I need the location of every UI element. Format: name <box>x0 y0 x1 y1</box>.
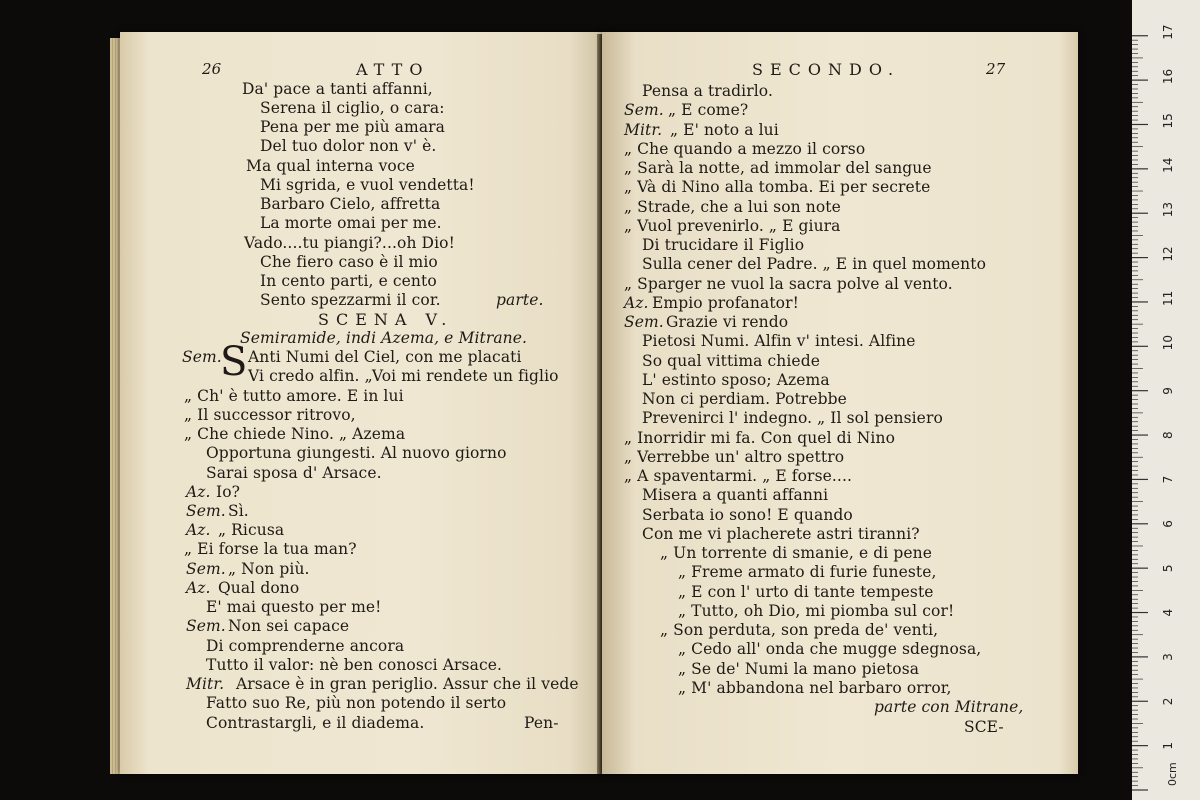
ruler-scale <box>1132 0 1200 800</box>
ruler-number: 7 <box>1161 475 1175 484</box>
verse-line: In cento parti, e cento <box>260 272 437 290</box>
verse-line: Serbata io sono! E quando <box>642 506 853 524</box>
verse-line: Vi credo alfin. „Voi mi rendete un figlio <box>248 367 559 385</box>
ruler-number: 3 <box>1161 653 1175 661</box>
verse-line: Tutto il valor: nè ben conosci Arsace. <box>206 656 503 674</box>
measurement-ruler <box>1132 0 1200 800</box>
ruler-number: 6 <box>1161 520 1175 528</box>
verse-line: Ma qual interna voce <box>246 157 415 175</box>
verse-line: „ Vuol prevenirlo. „ E giura <box>624 217 841 235</box>
verse-line: Empio profanator! <box>652 294 799 312</box>
verse-line: „ Ei forse la tua man? <box>184 540 357 558</box>
ruler-number: 12 <box>1161 246 1175 262</box>
verse-line: „ A spaventarmi. „ E forse.... <box>624 467 853 485</box>
verse-line: „ Strade, che a lui son note <box>624 198 841 216</box>
ruler-number: 11 <box>1161 290 1175 306</box>
aria-line: „ Freme armato di furie funeste, <box>678 563 937 581</box>
verse-line: „ Non più. <box>228 560 310 578</box>
aria-line: „ Un torrente di smanie, e di pene <box>660 544 933 562</box>
page-number: 26 <box>202 60 222 78</box>
verse-line: Arsace è in gran periglio. Assur che il vede <box>236 675 579 693</box>
verse-line: Di comprenderne ancora <box>206 637 405 655</box>
speaker-label: Sem. <box>186 502 226 520</box>
ruler-number: 17 <box>1161 24 1175 40</box>
verse-line: „ Sparger ne vuol la sacra polve al vento. <box>624 275 953 293</box>
scene-heading: SCENA V. <box>318 310 454 329</box>
verse-line: Misera a quanti affanni <box>642 486 829 504</box>
ruler-number: 16 <box>1161 68 1175 85</box>
left-page <box>120 32 608 774</box>
verse-line: Pietosi Numi. Alfin v' intesi. Alfine <box>642 332 916 350</box>
speaker-label: Az. <box>624 294 649 312</box>
verse-line: So qual vittima chiede <box>642 352 820 370</box>
verse-line: Serena il ciglio, o cara: <box>260 99 445 117</box>
verse-line: „ Sarà la notte, ad immolar del sangue <box>624 159 932 177</box>
character-list: Semiramide, indi Azema, e Mitrane. <box>240 329 528 347</box>
verse-line: „ Il successor ritrovo, <box>184 406 356 424</box>
ruler-number: 14 <box>1161 157 1175 173</box>
verse-line: Io? <box>216 483 241 501</box>
speaker-label: Sem. <box>186 560 226 578</box>
verse-line: Sì. <box>228 502 249 520</box>
aria-line: „ E con l' urto di tante tempeste <box>678 583 934 601</box>
verse-line: Del tuo dolor non v' è. <box>260 137 437 155</box>
speaker-label: Sem. <box>186 617 226 635</box>
catchword: SCE- <box>964 718 1004 736</box>
ruler-number: 8 <box>1161 431 1175 440</box>
ruler-number: 13 <box>1161 201 1175 218</box>
verse-line: Non sei capace <box>228 617 350 635</box>
verse-line: Sarai sposa d' Arsace. <box>206 464 382 482</box>
verse-line: Sulla cener del Padre. „ E in quel momento <box>642 255 987 273</box>
ruler-number: 9 <box>1161 387 1175 395</box>
verse-line: „ Verrebbe un' altro spettro <box>624 448 845 466</box>
verse-line: „ E come? <box>668 101 749 119</box>
verse-line: „ Và di Nino alla tomba. Ei per secrete <box>624 178 931 196</box>
verse-line: L' estinto sposo; Azema <box>642 371 830 389</box>
verse-line: Opportuna giungesti. Al nuovo giorno <box>206 444 507 462</box>
verse-line: „ Che chiede Nino. „ Azema <box>184 425 406 443</box>
open-book <box>110 24 1080 776</box>
verse-line: Che fiero caso è il mio <box>260 253 438 271</box>
right-page <box>602 32 1078 774</box>
ruler-number: 4 <box>1161 608 1175 617</box>
verse-line: Vado....tu piangi?...oh Dio! <box>244 234 455 252</box>
running-head: ATTO <box>356 60 430 79</box>
speaker-label: Az. <box>186 579 211 597</box>
aria-line: „ M' abbandona nel barbaro orror, <box>678 679 952 697</box>
verse-line: Di trucidare il Figlio <box>642 236 805 254</box>
verse-line: Prevenirci l' indegno. „ Il sol pensiero <box>642 409 943 427</box>
verse-line: „ Ricusa <box>218 521 285 539</box>
verse-line: La morte omai per me. <box>260 214 442 232</box>
verse-line: E' mai questo per me! <box>206 598 382 616</box>
aria-line: „ Son perduta, son preda de' venti, <box>660 621 939 639</box>
verse-line: Fatto suo Re, più non potendo il serto <box>206 694 507 712</box>
verse-line: Mi sgrida, e vuol vendetta! <box>260 176 475 194</box>
ruler-number: 2 <box>1161 697 1175 706</box>
ruler-number: 1 <box>1161 741 1175 750</box>
ruler-number: 10 <box>1161 335 1175 351</box>
speaker-label: Mitr. <box>186 675 225 693</box>
verse-line: „ Ch' è tutto amore. E in lui <box>184 387 404 405</box>
speaker-label: Sem. <box>182 348 222 366</box>
speaker-label: Sem. <box>624 313 664 331</box>
verse-line: Pena per me più amara <box>260 118 446 136</box>
verse-line: „ E' noto a lui <box>670 121 779 139</box>
aria-line: „ Cedo all' onda che mugge sdegnosa, <box>678 640 982 658</box>
page-number: 27 <box>986 60 1006 78</box>
drop-cap: S <box>220 339 248 385</box>
running-head: SECONDO. <box>752 60 901 79</box>
verse-line: Qual dono <box>218 579 300 597</box>
stage-direction: parte con Mitrane, <box>874 698 1024 716</box>
speaker-label: Az. <box>186 483 211 501</box>
verse-line: Non ci perdiam. Potrebbe <box>642 390 847 408</box>
aria-line: „ Se de' Numi la mano pietosa <box>678 660 920 678</box>
ruler-unit-label: 0cm <box>1166 762 1179 786</box>
verse-line: Sento spezzarmi il cor. <box>260 291 441 309</box>
verse-line: „ Che quando a mezzo il corso <box>624 140 866 158</box>
verse-line: Grazie vi rendo <box>666 313 789 331</box>
verse-line: Da' pace a tanti affanni, <box>242 80 433 98</box>
speaker-label: Mitr. <box>624 121 663 139</box>
verse-line: Pensa a tradirlo. <box>642 82 773 100</box>
speaker-label: Az. <box>186 521 211 539</box>
stage-direction: parte. <box>496 291 544 309</box>
verse-line: Barbaro Cielo, affretta <box>260 195 441 213</box>
catchword: Pen- <box>524 714 559 732</box>
verse-line: Con me vi placherete astri tiranni? <box>642 525 920 543</box>
ruler-number: 5 <box>1161 564 1175 573</box>
ruler-number: 15 <box>1161 113 1175 129</box>
aria-line: „ Tutto, oh Dio, mi piomba sul cor! <box>678 602 955 620</box>
verse-line: „ Inorridir mi fa. Con quel di Nino <box>624 429 896 447</box>
verse-line: Contrastargli, e il diadema. <box>206 714 425 732</box>
speaker-label: Sem. <box>624 101 664 119</box>
verse-line: Anti Numi del Ciel, con me placati <box>248 348 522 366</box>
